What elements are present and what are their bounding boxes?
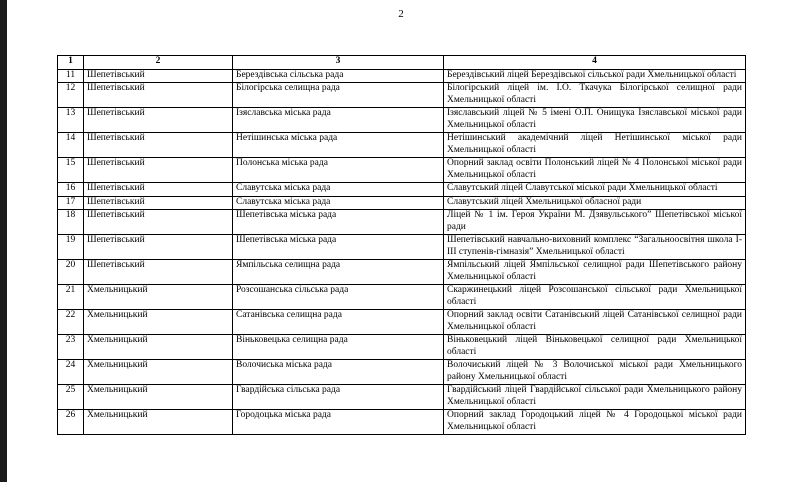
row-number-cell: 13 bbox=[58, 108, 84, 133]
column-header: 2 bbox=[84, 56, 233, 70]
row-number-cell: 16 bbox=[58, 183, 84, 197]
school-cell: Білогірський ліцей ім. І.О. Ткачука Білогірської селищної ради Хмельницької області bbox=[444, 83, 746, 108]
row-number-cell: 24 bbox=[58, 360, 84, 385]
table-row bbox=[58, 385, 746, 410]
school-cell: Славутський ліцей Славутської міської ради Хмельницької області bbox=[444, 183, 746, 197]
row-number-cell: 23 bbox=[58, 335, 84, 360]
school-cell: Ліцей № 1 ім. Героя України М. Дзявульського” Шепетівської міської ради bbox=[444, 210, 746, 235]
district-cell: Шепетівський bbox=[84, 69, 233, 83]
table-row bbox=[58, 235, 746, 260]
council-cell: Городоцька міська рада bbox=[233, 410, 444, 435]
district-cell: Шепетівський bbox=[84, 133, 233, 158]
table-header-row bbox=[58, 56, 746, 70]
row-number-cell: 22 bbox=[58, 310, 84, 335]
council-cell: Гвардійська сільська рада bbox=[233, 385, 444, 410]
district-cell: Шепетівський bbox=[84, 196, 233, 210]
council-cell: Ізяславська міська рада bbox=[233, 108, 444, 133]
column-header: 1 bbox=[58, 56, 84, 70]
table-row bbox=[58, 108, 746, 133]
table-row bbox=[58, 69, 746, 83]
district-cell: Шепетівський bbox=[84, 235, 233, 260]
council-cell: Славутська міська рада bbox=[233, 196, 444, 210]
column-header: 4 bbox=[444, 56, 746, 70]
table-row bbox=[58, 360, 746, 385]
council-cell: Шепетівська міська рада bbox=[233, 210, 444, 235]
row-number-cell: 21 bbox=[58, 285, 84, 310]
row-number-cell: 14 bbox=[58, 133, 84, 158]
row-number-cell: 15 bbox=[58, 158, 84, 183]
school-cell: Опорний заклад освіти Сатанівський ліцей Сатанівської селищної ради Хмельницької області bbox=[444, 310, 746, 335]
district-cell: Хмельницький bbox=[84, 410, 233, 435]
council-cell: Білогірська селищна рада bbox=[233, 83, 444, 108]
district-cell: Шепетівський bbox=[84, 183, 233, 197]
table-row bbox=[58, 410, 746, 435]
council-cell: Сатанівська селищна рада bbox=[233, 310, 444, 335]
table-row bbox=[58, 335, 746, 360]
row-number-cell: 11 bbox=[58, 69, 84, 83]
row-number-cell: 19 bbox=[58, 235, 84, 260]
lyceum-table bbox=[57, 55, 746, 435]
school-cell: Шепетівський навчально-виховний комплекс “Загальноосвітня школа І-ІІІ ступенів-гімназія” Хмельницької області bbox=[444, 235, 746, 260]
council-cell: Волочиська міська рада bbox=[233, 360, 444, 385]
school-cell: Берездівський ліцей Берездівської сільської ради Хмельницької області bbox=[444, 69, 746, 83]
row-number-cell: 12 bbox=[58, 83, 84, 108]
district-cell: Хмельницький bbox=[84, 285, 233, 310]
council-cell: Нетішинська міська рада bbox=[233, 133, 444, 158]
row-number-cell: 25 bbox=[58, 385, 84, 410]
table-row bbox=[58, 83, 746, 108]
district-cell: Шепетівський bbox=[84, 108, 233, 133]
table-row bbox=[58, 183, 746, 197]
district-cell: Шепетівський bbox=[84, 83, 233, 108]
page-number: 2 bbox=[398, 8, 404, 20]
table-body bbox=[58, 69, 746, 435]
school-cell: Нетішинський академічний ліцей Нетішинської міської ради Хмельницької області bbox=[444, 133, 746, 158]
district-cell: Хмельницький bbox=[84, 385, 233, 410]
row-number-cell: 26 bbox=[58, 410, 84, 435]
row-number-cell: 20 bbox=[58, 260, 84, 285]
column-header: 3 bbox=[233, 56, 444, 70]
school-cell: Опорний заклад Городоцький ліцей № 4 Городоцької міської ради Хмельницької області bbox=[444, 410, 746, 435]
council-cell: Розсошанська сільська рада bbox=[233, 285, 444, 310]
table-row bbox=[58, 260, 746, 285]
school-cell: Ізяславський ліцей № 5 імені О.П. Онищука Ізяславської міської ради Хмельницької області bbox=[444, 108, 746, 133]
district-cell: Хмельницький bbox=[84, 335, 233, 360]
council-cell: Віньковецька селищна рада bbox=[233, 335, 444, 360]
school-cell: Волочиський ліцей № 3 Волочиської міської ради Хмельницького району Хмельницької області bbox=[444, 360, 746, 385]
school-cell: Ямпільський ліцей Ямпільської селищної ради Шепетівського району Хмельницької області bbox=[444, 260, 746, 285]
council-cell: Берездівська сільська рада bbox=[233, 69, 444, 83]
table-row bbox=[58, 210, 746, 235]
school-cell: Віньковецький ліцей Віньковецької селищної ради Хмельницької області bbox=[444, 335, 746, 360]
council-cell: Ямпільська селищна рада bbox=[233, 260, 444, 285]
table-row bbox=[58, 196, 746, 210]
row-number-cell: 17 bbox=[58, 196, 84, 210]
district-cell: Шепетівський bbox=[84, 260, 233, 285]
viewer-edge-bar bbox=[0, 0, 7, 482]
table-row bbox=[58, 310, 746, 335]
school-cell: Славутський ліцей Хмельницької обласної ради bbox=[444, 196, 746, 210]
council-cell: Шепетівська міська рада bbox=[233, 235, 444, 260]
district-cell: Шепетівський bbox=[84, 210, 233, 235]
row-number-cell: 18 bbox=[58, 210, 84, 235]
district-cell: Хмельницький bbox=[84, 360, 233, 385]
council-cell: Полонська міська рада bbox=[233, 158, 444, 183]
school-cell: Гвардійський ліцей Гвардійської сільської ради Хмельницького району Хмельницької області bbox=[444, 385, 746, 410]
table-row bbox=[58, 133, 746, 158]
school-cell: Скаржинецький ліцей Розсошанської сільської ради Хмельницької області bbox=[444, 285, 746, 310]
table-row bbox=[58, 285, 746, 310]
council-cell: Славутська міська рада bbox=[233, 183, 444, 197]
table-row bbox=[58, 158, 746, 183]
school-cell: Опорний заклад освіти Полонський ліцей № 4 Полонської міської ради Хмельницької області bbox=[444, 158, 746, 183]
district-cell: Хмельницький bbox=[84, 310, 233, 335]
district-cell: Шепетівський bbox=[84, 158, 233, 183]
